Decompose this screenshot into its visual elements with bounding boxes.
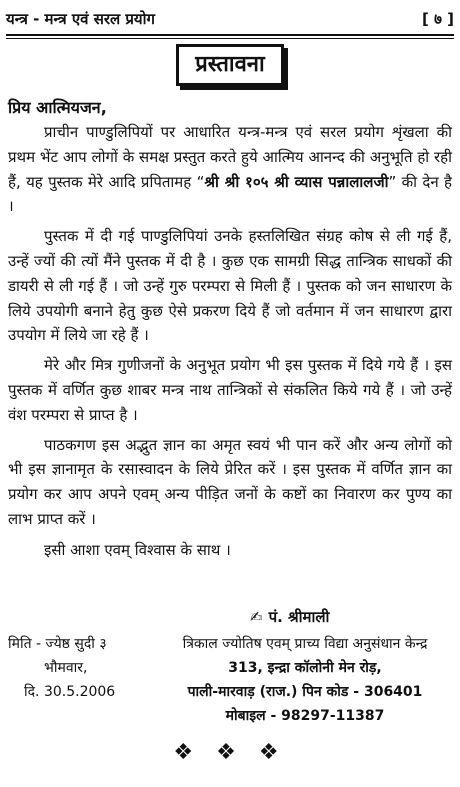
page-title: प्रस्तावना [176, 44, 283, 86]
closing-line: इसी आशा एवम् विश्वास के साथ । [44, 540, 231, 559]
paragraph-2: पुस्तक में दी गई पाण्डुलिपियां उनके हस्तलिखित संग्रह कोष से ली गई हैं, उन्हें ज्यों की त्यों मैंने पुस्तक में दी है । कुछ एक सामग्री सिद्ध तान्त्रिक साधकों की डायरी से ली गई हैं । जो उन्हें गुरु परम्परा से मिली हैं । पुस्तक को जन साधारण के लिये उपयोगी बनाने हेतु कुछ ऐसे प्रकरण दिये हैं जो वर्तमान में जन साधारण द्वारा उपयोग में लिये जा रहे हैं । [8, 227, 452, 345]
body-text [8, 120, 452, 568]
address-block [158, 632, 452, 728]
address-line-2: 313, इन्द्रा कॉलोनी मेन रोड़, [228, 660, 382, 676]
header-divider [6, 34, 454, 39]
address-line-3: पाली-मारवाड़ (राज.) पिन कोड - 306401 [187, 684, 423, 700]
book-title: यन्त्र - मन्त्र एवं सरल प्रयोग [6, 10, 155, 28]
page-number: [ ७ ] [422, 10, 454, 28]
address-line-4: मोबाइल - 98297-11387 [225, 708, 385, 724]
signature [250, 607, 329, 627]
paragraph-1-post: ” की देन है । [8, 172, 452, 216]
paragraph-1 [8, 120, 452, 219]
date-line-1: मिति - ज्येष्ठ सुदी ३ [8, 636, 107, 652]
dedication-name: श्री श्री १०५ श्री व्यास पन्नालालजी [204, 172, 389, 191]
paragraph-4: पाठकगण इस अद्भुत ज्ञान का अमृत स्वयं भी पान करें और अन्य लोगों को भी इस ज्ञानामृत के रसास्वादन के लिये प्रेरित करें । इस पुस्तक में वर्णित ज्ञान का प्रयोग कर आप अपने एवम् अन्य पीड़ित जनों के कष्टों का निवारण कर पुण्य का लाभ प्राप्त करें । [8, 435, 452, 528]
paragraph-1-pre: प्राचीन पाण्डुलिपियों पर आधारित यन्त्र-मन्त्र एवं सरल प्रयोग शृंखला की प्रथम भेंट आप लोगों के समक्ष प्रस्तुत करते हुये आत्मिय आनन्द की अनुभूति हो रही हैं, यह पुस्तक मेरे आदि प्रपितामह “ [8, 123, 452, 191]
ornament-divider: ❖ ❖ ❖ [173, 740, 287, 765]
title-container [0, 44, 460, 86]
paragraph-3: मेरे और मित्र गुणीजनों के अनुभूत प्रयोग भी इस पुस्तक में दिये गये हैं । इस पुस्तक में वर्णित कुछ शाबर मन्त्र नाथ तान्त्रिकों से संकलित किये गये हैं । जो उन्हें वंश परम्परा से प्राप्त है । [8, 356, 452, 424]
date-line-3: दि. 30.5.2006 [24, 684, 116, 700]
pen-icon: ✍ [250, 608, 263, 626]
date-block [8, 632, 115, 704]
address-line-1: त्रिकाल ज्योतिष एवम् प्राच्य विद्या अनुसंधान केन्द्र [182, 636, 428, 652]
salutation: प्रिय आत्मियजन, [8, 98, 107, 117]
date-line-2: भौमवार, [44, 660, 88, 676]
author-name: पं. श्रीमाली [268, 608, 330, 626]
page-header [6, 4, 454, 34]
